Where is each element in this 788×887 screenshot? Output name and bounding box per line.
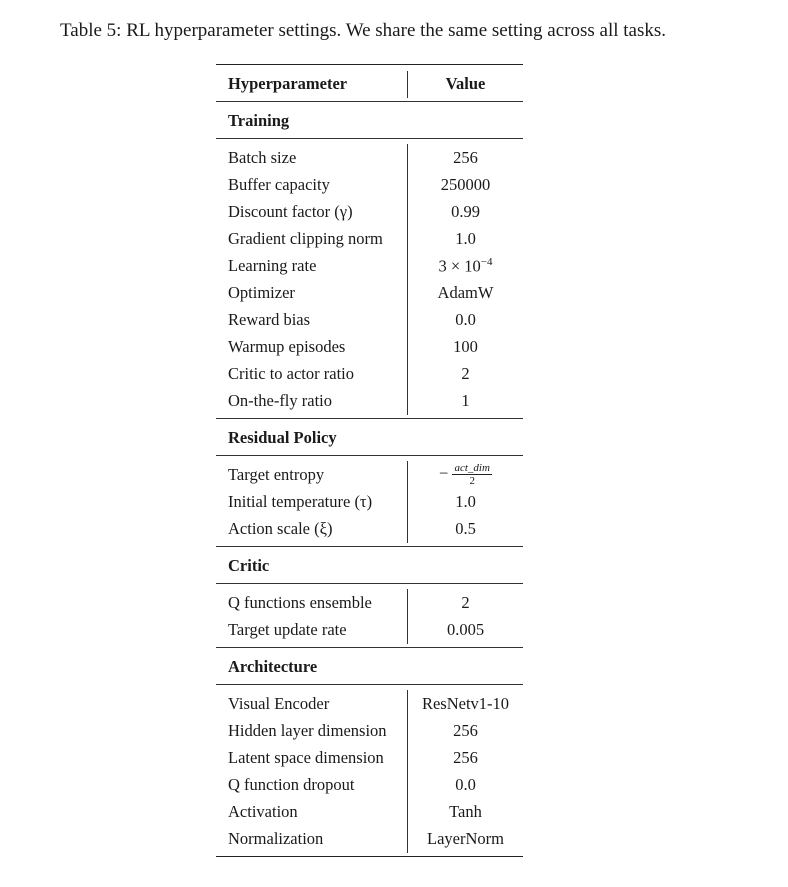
table-row: Warmup episodes 100 <box>228 337 478 356</box>
table-row: Critic to actor ratio 2 <box>228 364 470 383</box>
table-row: Initial temperature (τ) 1.0 <box>228 492 476 511</box>
table-row: Q functions ensemble 2 <box>228 593 470 612</box>
section-training <box>216 102 523 138</box>
table-row: Q function dropout 0.0 <box>228 775 476 794</box>
table-row: Batch size 256 <box>228 148 478 167</box>
table-row: Discount factor (γ) 0.99 <box>228 202 480 221</box>
table-row: Target entropy − $\frac{\text{act\_dim}}{2}$ <box>228 462 490 487</box>
table-row: Normalization LayerNorm <box>228 829 504 848</box>
group-training <box>216 139 523 418</box>
section-title: Training <box>228 111 290 130</box>
header-hyperparameter: Hyperparameter <box>228 74 348 93</box>
section-architecture <box>216 648 523 684</box>
table-row: Optimizer AdamW <box>228 283 494 302</box>
table-row: Activation Tanh <box>228 802 482 821</box>
bottom-rule <box>216 856 523 857</box>
group-architecture <box>216 685 523 856</box>
hyperparameter-table <box>216 64 523 857</box>
table-row: Learning rate $3 \times 10^{-4}$ <box>228 256 493 276</box>
table-header <box>216 65 523 101</box>
header-value: Value <box>445 74 486 93</box>
section-title: Critic <box>228 556 270 575</box>
table-row: Hidden layer dimension 256 <box>228 721 478 740</box>
table-row: Gradient clipping norm 1.0 <box>228 229 476 248</box>
table-row: Reward bias 0.0 <box>228 310 476 329</box>
table-row: Latent space dimension 256 <box>228 748 478 767</box>
section-title: Residual Policy <box>228 428 337 447</box>
table-row: On-the-fly ratio 1 <box>228 391 470 410</box>
table-caption: Table 5: RL hyperparameter settings. We share the same setting across all tasks. <box>60 20 667 41</box>
section-critic <box>216 547 523 583</box>
table-row: Action scale (ξ) 0.5 <box>228 519 476 538</box>
table-row: Buffer capacity 250000 <box>228 175 491 194</box>
section-title: Architecture <box>228 657 318 676</box>
group-critic <box>216 584 523 647</box>
table-row: Visual Encoder ResNetv1-10 <box>228 694 510 713</box>
table-row: Target update rate 0.005 <box>228 620 485 639</box>
section-residual-policy <box>216 419 523 455</box>
group-residual-policy <box>216 456 523 546</box>
